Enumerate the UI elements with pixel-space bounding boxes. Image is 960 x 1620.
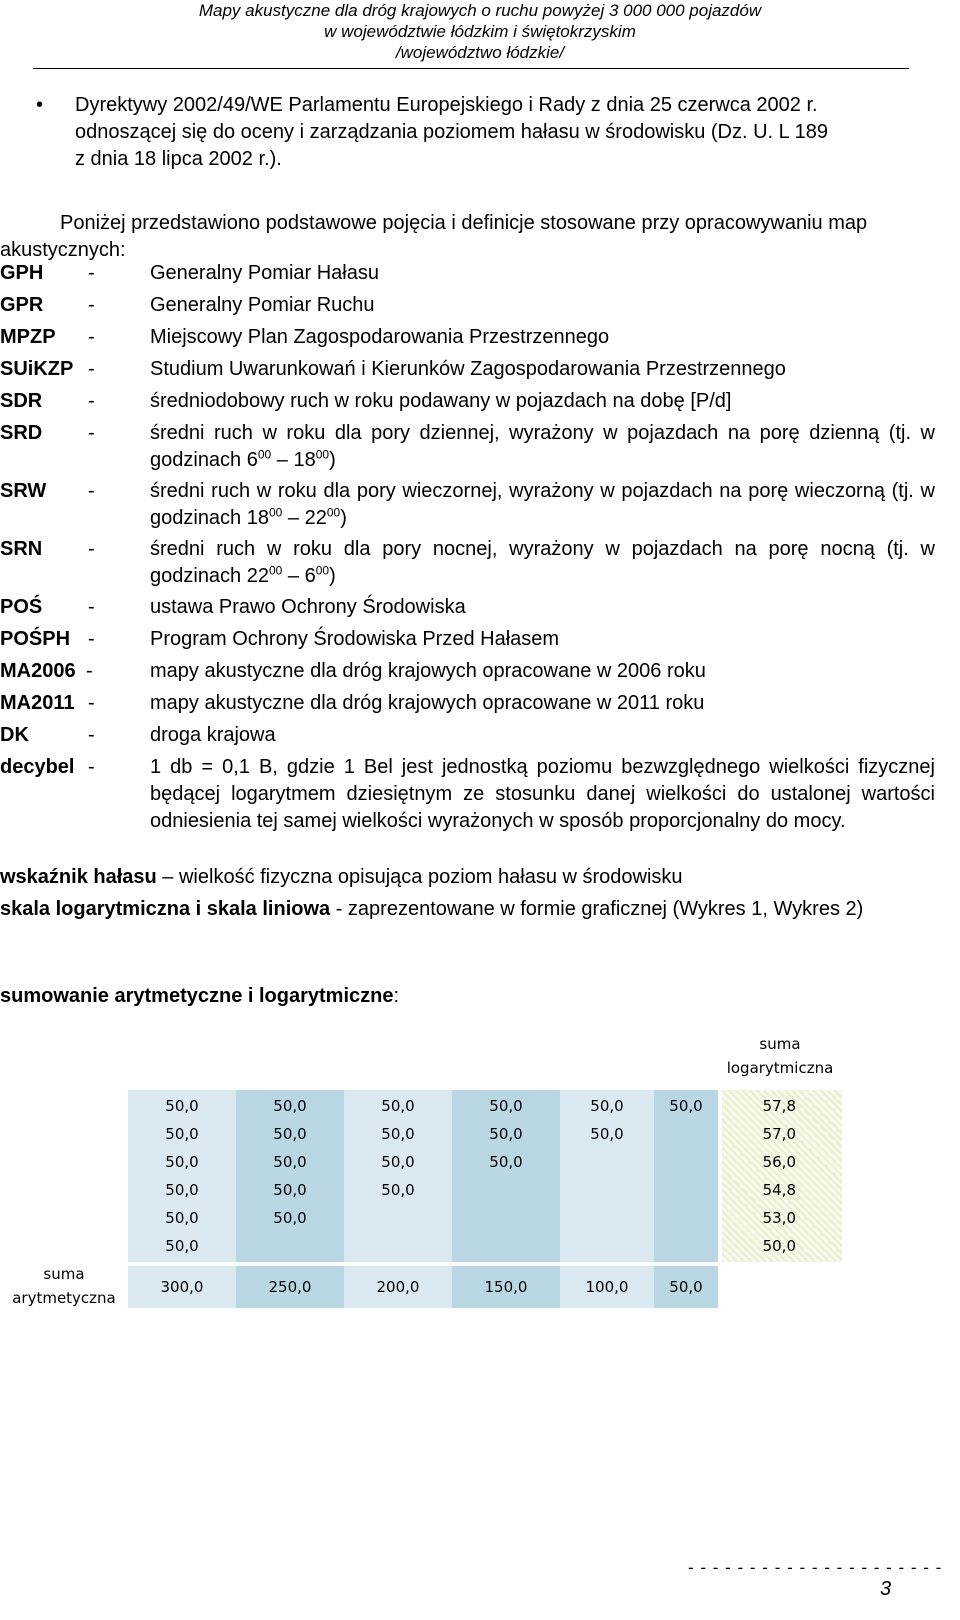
definition-abbr: SRD <box>0 422 43 444</box>
arith-sum-cell: 50,0 <box>654 1266 718 1308</box>
grid-cell: 50,0 <box>273 1097 307 1115</box>
grid-cell: 50,0 <box>165 1125 199 1143</box>
bullet-line-1: Dyrektywy 2002/49/WE Parlamentu Europejskiego i Rady z dnia 25 czerwca 2002 r. <box>75 94 818 116</box>
skala-term: skala logarytmiczna i skala liniowa <box>0 898 331 920</box>
definition-text: mapy akustyczne dla dróg krajowych opracowane w 2011 roku <box>150 692 705 714</box>
skala-text: - zaprezentowane w formie graficznej (Wykres 1, Wykres 2) <box>330 898 864 920</box>
grid-cell: 50,0 <box>381 1125 415 1143</box>
grid-cell: 50,0 <box>489 1153 523 1171</box>
grid-column <box>236 1090 344 1262</box>
wskaznik-definition <box>0 864 935 891</box>
definition-abbr: SRN <box>0 538 43 560</box>
grid-column <box>128 1090 236 1262</box>
skala-definition <box>0 896 960 923</box>
definition-dash: - <box>88 756 95 778</box>
definition-dash: - <box>88 692 95 714</box>
definition-dash: - <box>88 480 95 502</box>
definition-decybel <box>0 754 935 835</box>
bullet-line-2: odnoszącej się do oceny i zarządzania poziomem hałasu w środowisku (Dz. U. L 189 <box>75 121 828 143</box>
grid-cell: 50,0 <box>165 1209 199 1227</box>
arith-sum-cell: 200,0 <box>344 1266 452 1308</box>
definition-dash: - <box>88 538 95 560</box>
log-sum-column <box>722 1090 842 1262</box>
footer-dashes: - - - - - - - - - - - - - - - - - - - - - <box>688 1558 943 1577</box>
definition-text: droga krajowa <box>150 724 276 746</box>
definition-abbr: POŚ <box>0 596 43 618</box>
definition-text: 1 db = 0,1 B, gdzie 1 Bel jest jednostką poziomu bezwzględnego wielkości fizycznej będącej logarytmem dziesiętnym ze stosunku danej wielkości do ustalonej wartości odniesienia tej samej wielkości wyrażonych w sposób proporcjonalny do mocy. <box>150 756 935 832</box>
header-line-3: /województwo łódzkie/ <box>395 43 565 62</box>
definition-srd <box>0 420 935 474</box>
log-sum-cell: 53,0 <box>762 1209 796 1227</box>
definition-dash: - <box>88 294 95 316</box>
definition-abbr: SUiKZP <box>0 358 74 380</box>
definition-abbr: MPZP <box>0 326 56 348</box>
definition-mpzp <box>0 324 935 351</box>
definition-text: Studium Uwarunkowań i Kierunków Zagospodarowania Przestrzennego <box>150 358 786 380</box>
grid-cell: 50,0 <box>381 1181 415 1199</box>
definition-abbr: POŚPH <box>0 628 71 650</box>
definition-pos <box>0 594 935 621</box>
grid-cell: 50,0 <box>273 1209 307 1227</box>
definition-dash: - <box>88 628 95 650</box>
definition-dash: - <box>88 390 95 412</box>
log-sum-cell: 57,0 <box>762 1125 796 1143</box>
arith-sum-cell: 250,0 <box>236 1266 344 1308</box>
grid-cell: 50,0 <box>381 1153 415 1171</box>
definition-text: średni ruch w roku dla pory dziennej, wyrażony w pojazdach na porę dzienną (tj. w godzinach $6^{00} - 18^{00}$) <box>150 422 935 471</box>
header-divider <box>33 68 909 69</box>
definition-text: mapy akustyczne dla dróg krajowych opracowane w 2006 roku <box>150 660 706 682</box>
definition-abbr: MA2006 <box>0 660 76 682</box>
definition-posph <box>0 626 935 653</box>
values-grid <box>128 1090 718 1262</box>
definition-gpr <box>0 292 935 319</box>
definition-ma2011 <box>0 690 935 717</box>
definition-dash: - <box>88 262 95 284</box>
definition-suikzp <box>0 356 935 383</box>
grid-column <box>560 1090 654 1262</box>
bullet-line-3: z dnia 18 lipca 2002 r.). <box>75 148 282 170</box>
log-sum-cell: 54,8 <box>762 1181 796 1199</box>
definition-text: ustawa Prawo Ochrony Środowiska <box>150 596 466 618</box>
arith-sum-row <box>128 1266 718 1308</box>
definition-text: Program Ochrony Środowiska Przed Hałasem <box>150 628 560 650</box>
grid-cell: 50,0 <box>381 1097 415 1115</box>
definition-srn <box>0 536 935 590</box>
definition-ma2006 <box>0 658 935 685</box>
grid-cell: 50,0 <box>273 1153 307 1171</box>
grid-cell: 50,0 <box>669 1097 703 1115</box>
definition-abbr: decybel <box>0 756 75 778</box>
definition-text: średni ruch w roku dla pory wieczornej, wyrażony w pojazdach na porę wieczorną (tj. w godzinach $18^{00} - 22^{00}$) <box>150 480 935 529</box>
definition-abbr: GPR <box>0 294 44 316</box>
running-header <box>0 0 960 63</box>
summation-heading <box>0 985 399 1008</box>
summation-colon: : <box>393 985 400 1007</box>
grid-column <box>452 1090 560 1262</box>
log-sum-cell: 50,0 <box>762 1237 796 1255</box>
summation-title: sumowanie arytmetyczne i logarytmiczne <box>0 985 394 1007</box>
log-sum-label: suma logarytmiczna <box>726 1035 834 1077</box>
definition-abbr: DK <box>0 724 29 746</box>
definition-text: średni ruch w roku dla pory nocnej, wyrażony w pojazdach na porę nocną (tj. w godzinach $22^{00} - 6^{00}$) <box>150 538 935 587</box>
grid-cell: 50,0 <box>165 1181 199 1199</box>
definition-text: Miejscowy Plan Zagospodarowania Przestrzennego <box>150 326 610 348</box>
arith-sum-cell: 150,0 <box>452 1266 560 1308</box>
wskaznik-term: wskaźnik hałasu <box>0 866 157 888</box>
definition-sdr <box>0 388 935 415</box>
grid-cell: 50,0 <box>165 1237 199 1255</box>
arith-sum-label: suma arytmetyczna <box>12 1265 116 1307</box>
grid-cell: 50,0 <box>273 1125 307 1143</box>
definition-dk <box>0 722 935 749</box>
header-line-2: w województwie łódzkim i świętokrzyskim <box>324 22 636 41</box>
definition-abbr: SDR <box>0 390 43 412</box>
grid-cell: 50,0 <box>590 1097 624 1115</box>
definition-dash: - <box>88 326 95 348</box>
arith-sum-cell: 100,0 <box>560 1266 654 1308</box>
definition-text: Generalny Pomiar Ruchu <box>150 294 375 316</box>
definition-dash: - <box>88 422 95 444</box>
definition-dash: - <box>88 724 95 746</box>
grid-column <box>654 1090 718 1262</box>
definition-dash: - <box>88 596 95 618</box>
wskaznik-text: – wielkość fizyczna opisująca poziom hałasu w środowisku <box>156 866 683 888</box>
definition-text: Generalny Pomiar Hałasu <box>150 262 379 284</box>
definition-srw <box>0 478 935 532</box>
grid-cell: 50,0 <box>590 1125 624 1143</box>
definition-dash: - <box>88 358 95 380</box>
bullet-item <box>36 92 928 173</box>
definition-text: średniodobowy ruch w roku podawany w pojazdach na dobę [P/d] <box>150 390 732 412</box>
grid-cell: 50,0 <box>489 1097 523 1115</box>
definition-gph <box>0 260 935 287</box>
grid-cell: 50,0 <box>165 1097 199 1115</box>
definition-abbr: GPH <box>0 262 44 284</box>
grid-cell: 50,0 <box>489 1125 523 1143</box>
definition-dash: - <box>86 660 93 682</box>
bullet-dot-icon: • <box>36 94 44 116</box>
page-number: 3 <box>880 1578 892 1600</box>
grid-column <box>344 1090 452 1262</box>
grid-cell: 50,0 <box>273 1181 307 1199</box>
grid-cell: 50,0 <box>165 1153 199 1171</box>
arith-sum-cell: 300,0 <box>128 1266 236 1308</box>
intro-paragraph: Poniżej przedstawiono podstawowe pojęcia i definicje stosowane przy opracowywaniu map akustycznych: <box>0 212 868 261</box>
definition-abbr: MA2011 <box>0 692 75 714</box>
log-sum-cell: 57,8 <box>762 1097 796 1115</box>
log-sum-cell: 56,0 <box>762 1153 796 1171</box>
header-line-1: Mapy akustyczne dla dróg krajowych o ruchu powyżej 3 000 000 pojazdów <box>198 1 762 20</box>
definition-abbr: SRW <box>0 480 47 502</box>
